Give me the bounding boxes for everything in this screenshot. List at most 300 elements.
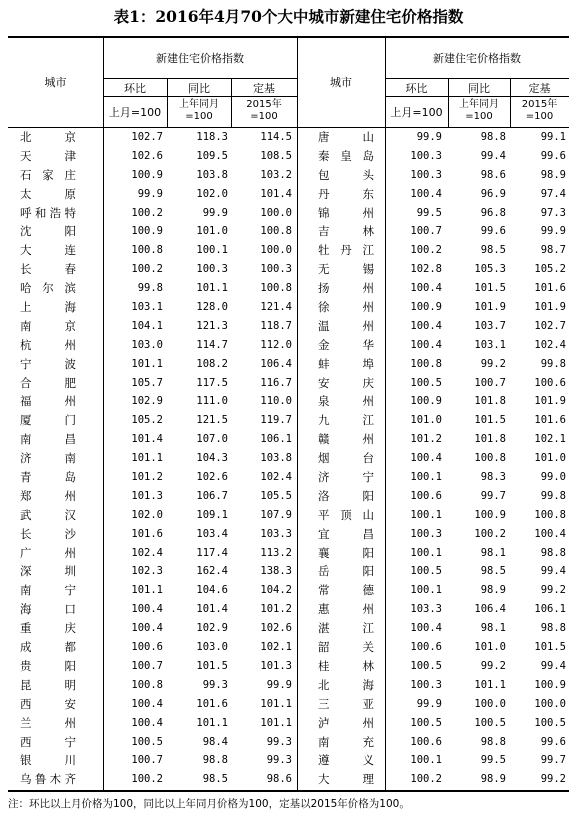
mom-value: 102.8 — [410, 263, 442, 276]
base-value: 114.5 — [260, 131, 292, 143]
yoy-value: 99.9 — [202, 206, 228, 219]
city-name: 无锡 — [318, 262, 374, 277]
mom-value: 100.9 — [410, 301, 442, 314]
mom-value: 102.0 — [131, 508, 163, 521]
mom-value: 101.4 — [131, 433, 163, 446]
mom-value: 100.3 — [410, 527, 442, 540]
table-row — [8, 374, 569, 393]
table-row — [8, 355, 569, 374]
city-name: 襄阳 — [318, 545, 374, 560]
base-value: 112.0 — [260, 338, 292, 351]
mom-value: 101.0 — [410, 414, 442, 427]
yoy-value: 118.3 — [196, 131, 228, 143]
header-group: 新建住宅价格指数 — [433, 52, 521, 65]
header-mom-base: 上月=100 — [108, 106, 162, 119]
header-yoy: 同比 — [188, 82, 210, 95]
yoy-value: 99.3 — [202, 678, 228, 691]
yoy-value: 96.9 — [480, 187, 506, 200]
yoy-value: 101.6 — [196, 697, 228, 710]
table-row — [8, 166, 569, 185]
yoy-value: 104.6 — [196, 584, 228, 597]
base-value: 103.3 — [260, 527, 292, 540]
mom-value: 100.4 — [131, 697, 163, 710]
mom-value: 100.4 — [410, 187, 442, 200]
yoy-value: 109.5 — [196, 149, 228, 162]
yoy-value: 101.0 — [474, 641, 506, 654]
mom-value: 101.1 — [131, 452, 163, 465]
base-value: 101.0 — [534, 452, 566, 465]
base-value: 98.9 — [540, 168, 566, 181]
yoy-value: 121.5 — [196, 414, 228, 427]
table-row — [8, 544, 569, 563]
base-value: 98.7 — [540, 244, 566, 257]
city-name: 泸州 — [318, 715, 374, 730]
yoy-value: 98.5 — [480, 244, 506, 257]
city-name: 杭州 — [20, 337, 76, 352]
yoy-value: 162.4 — [196, 565, 228, 578]
divider-line — [385, 96, 569, 97]
base-value: 101.4 — [260, 187, 292, 200]
header-fixed-base: 2015年=100 — [246, 99, 282, 122]
base-value: 106.1 — [260, 433, 292, 446]
table-row — [8, 449, 569, 468]
base-value: 100.6 — [534, 376, 566, 389]
mom-value: 100.5 — [410, 565, 442, 578]
city-name: 岳阳 — [318, 564, 374, 579]
mom-value: 101.6 — [131, 527, 163, 540]
yoy-value: 108.2 — [196, 357, 228, 370]
yoy-value: 99.7 — [480, 489, 506, 502]
base-value: 116.7 — [260, 376, 292, 389]
table-row — [8, 392, 569, 411]
base-value: 100.5 — [534, 716, 566, 729]
yoy-value: 98.5 — [202, 773, 228, 786]
footnote: 注：环比以上月价格为100，同比以上年同月价格为100，定基以2015年价格为100。 — [8, 798, 410, 810]
mom-value: 100.9 — [131, 168, 163, 181]
city-name: 沈阳 — [20, 224, 76, 239]
yoy-value: 101.4 — [196, 603, 228, 616]
yoy-value: 103.8 — [196, 168, 228, 181]
yoy-value: 121.3 — [196, 319, 228, 332]
city-name: 北京 — [20, 130, 76, 144]
mom-value: 103.3 — [410, 603, 442, 616]
city-name: 济南 — [20, 451, 76, 466]
yoy-value: 100.2 — [474, 527, 506, 540]
base-value: 99.2 — [540, 773, 566, 786]
table-row — [8, 147, 569, 166]
mom-value: 101.1 — [131, 357, 163, 370]
city-name: 湛江 — [318, 621, 374, 636]
city-name: 青岛 — [20, 470, 76, 485]
mom-value: 100.6 — [131, 641, 163, 654]
table-row — [8, 695, 569, 714]
table-body — [8, 128, 569, 789]
yoy-value: 100.3 — [196, 263, 228, 276]
yoy-value: 102.6 — [196, 471, 228, 484]
yoy-value: 98.4 — [202, 735, 228, 748]
yoy-value: 101.9 — [474, 301, 506, 314]
mom-value: 100.3 — [410, 168, 442, 181]
base-value: 100.8 — [260, 282, 292, 295]
base-value: 106.1 — [534, 603, 566, 616]
city-name: 吉林 — [318, 224, 374, 239]
yoy-value: 98.1 — [480, 546, 506, 559]
table-row — [8, 128, 569, 147]
yoy-value: 98.5 — [480, 565, 506, 578]
table-row — [8, 279, 569, 298]
mom-value: 100.4 — [410, 282, 442, 295]
city-name: 上海 — [20, 300, 76, 315]
mom-value: 100.4 — [410, 319, 442, 332]
mom-value: 100.4 — [131, 716, 163, 729]
city-name: 泉州 — [318, 394, 374, 409]
table-row — [8, 204, 569, 223]
divider-line — [385, 78, 569, 79]
yoy-value: 100.5 — [474, 716, 506, 729]
base-value: 108.5 — [260, 149, 292, 162]
base-value: 104.2 — [260, 584, 292, 597]
yoy-value: 99.6 — [480, 225, 506, 238]
yoy-value: 98.9 — [480, 584, 506, 597]
table-row — [8, 751, 569, 770]
mom-value: 100.5 — [410, 659, 442, 672]
base-value: 99.6 — [540, 149, 566, 162]
yoy-value: 103.1 — [474, 338, 506, 351]
mom-value: 105.7 — [131, 376, 163, 389]
base-value: 101.3 — [260, 659, 292, 672]
table-row — [8, 619, 569, 638]
base-value: 138.3 — [260, 565, 292, 578]
base-value: 121.4 — [260, 301, 292, 314]
yoy-value: 101.1 — [196, 282, 228, 295]
mom-value: 100.7 — [131, 754, 163, 767]
mom-value: 99.5 — [416, 206, 442, 219]
page-title: 表1：2016年4月70个大中城市新建住宅价格指数 — [113, 7, 464, 26]
base-value: 101.2 — [260, 603, 292, 616]
city-name: 安庆 — [318, 375, 374, 390]
yoy-value: 103.7 — [474, 319, 506, 332]
city-name: 九江 — [318, 413, 374, 428]
city-name: 遵义 — [318, 753, 374, 768]
base-value: 99.7 — [540, 754, 566, 767]
base-value: 99.2 — [540, 584, 566, 597]
city-name: 秦皇岛 — [318, 148, 374, 163]
table-row — [8, 222, 569, 241]
base-value: 99.8 — [540, 357, 566, 370]
mom-value: 100.4 — [131, 603, 163, 616]
base-value: 106.4 — [260, 357, 292, 370]
city-name: 桂林 — [318, 658, 374, 673]
mom-value: 101.2 — [410, 433, 442, 446]
city-name: 惠州 — [318, 602, 374, 617]
yoy-value: 99.5 — [480, 754, 506, 767]
base-value: 118.7 — [260, 319, 292, 332]
table-row — [8, 468, 569, 487]
table-row — [8, 581, 569, 600]
city-name: 西安 — [20, 696, 76, 711]
city-name: 太原 — [20, 186, 76, 201]
city-name: 唐山 — [318, 130, 374, 144]
base-value: 100.0 — [260, 244, 292, 257]
table-row — [8, 336, 569, 355]
mom-value: 100.1 — [410, 584, 442, 597]
yoy-value: 111.0 — [196, 395, 228, 408]
yoy-value: 103.0 — [196, 641, 228, 654]
yoy-value: 98.8 — [480, 735, 506, 748]
city-name: 南昌 — [20, 432, 76, 447]
yoy-value: 117.5 — [196, 376, 228, 389]
yoy-value: 101.8 — [474, 433, 506, 446]
yoy-value: 104.3 — [196, 452, 228, 465]
header-yoy-base: 上年同月=100 — [459, 99, 499, 122]
base-value: 100.9 — [534, 678, 566, 691]
yoy-value: 100.0 — [474, 697, 506, 710]
base-value: 98.6 — [266, 773, 292, 786]
yoy-value: 100.9 — [474, 508, 506, 521]
mom-value: 100.1 — [410, 508, 442, 521]
yoy-value: 101.5 — [196, 659, 228, 672]
base-value: 102.4 — [260, 471, 292, 484]
header-group: 新建住宅价格指数 — [156, 52, 244, 65]
mom-value: 100.2 — [131, 773, 163, 786]
city-name: 武汉 — [20, 507, 76, 522]
yoy-value: 128.0 — [196, 301, 228, 314]
yoy-value: 100.7 — [474, 376, 506, 389]
city-name: 合肥 — [20, 375, 76, 390]
city-name: 南京 — [20, 318, 76, 333]
table-row — [8, 260, 569, 279]
mom-value: 100.8 — [131, 244, 163, 257]
mom-value: 102.6 — [131, 149, 163, 162]
base-value: 100.4 — [534, 527, 566, 540]
base-value: 101.9 — [534, 301, 566, 314]
yoy-value: 106.4 — [474, 603, 506, 616]
base-value: 101.9 — [534, 395, 566, 408]
mom-value: 101.1 — [131, 584, 163, 597]
mom-value: 100.4 — [131, 622, 163, 635]
base-value: 100.0 — [260, 206, 292, 219]
mom-value: 100.8 — [410, 357, 442, 370]
base-value: 102.1 — [260, 641, 292, 654]
city-name: 呼和浩特 — [20, 205, 76, 220]
yoy-value: 98.8 — [480, 131, 506, 143]
base-value: 101.5 — [534, 641, 566, 654]
mom-value: 100.1 — [410, 754, 442, 767]
city-name: 烟台 — [318, 451, 374, 466]
mom-value: 103.1 — [131, 301, 163, 314]
city-name: 重庆 — [20, 621, 76, 636]
base-value: 99.6 — [540, 735, 566, 748]
table-row — [8, 600, 569, 619]
table-row — [8, 638, 569, 657]
base-value: 99.9 — [266, 678, 292, 691]
header-yoy-base: 上年同月=100 — [179, 99, 219, 122]
header-base: 定基 — [253, 82, 275, 95]
yoy-value: 100.8 — [474, 452, 506, 465]
city-name: 乌鲁木齐 — [20, 772, 76, 787]
mom-value: 102.4 — [131, 546, 163, 559]
city-name: 蚌埠 — [318, 356, 374, 371]
yoy-value: 106.7 — [196, 489, 228, 502]
city-name: 郑州 — [20, 488, 76, 503]
city-name: 贵阳 — [20, 658, 76, 673]
city-name: 天津 — [20, 148, 76, 163]
yoy-value: 98.6 — [480, 168, 506, 181]
mom-value: 100.6 — [410, 641, 442, 654]
mom-value: 100.7 — [131, 659, 163, 672]
mom-value: 100.1 — [410, 471, 442, 484]
base-value: 97.3 — [540, 206, 566, 219]
mom-value: 100.4 — [410, 452, 442, 465]
base-value: 98.8 — [540, 546, 566, 559]
mom-value: 105.2 — [131, 414, 163, 427]
table-row — [8, 430, 569, 449]
city-name: 深圳 — [20, 564, 76, 579]
yoy-value: 101.0 — [196, 225, 228, 238]
mom-value: 99.9 — [416, 697, 442, 710]
city-name: 扬州 — [318, 281, 374, 296]
base-value: 103.8 — [260, 452, 292, 465]
mom-value: 100.5 — [410, 716, 442, 729]
city-name: 牡丹江 — [318, 243, 374, 258]
table-row — [8, 411, 569, 430]
table-row — [8, 676, 569, 695]
mom-value: 100.1 — [410, 546, 442, 559]
price-index-table — [8, 36, 569, 792]
table-row — [8, 185, 569, 204]
city-name: 宜昌 — [318, 526, 374, 541]
mom-value: 100.5 — [410, 376, 442, 389]
mom-value: 100.2 — [131, 206, 163, 219]
header-city: 城市 — [44, 76, 67, 89]
yoy-value: 101.5 — [474, 282, 506, 295]
mom-value: 100.4 — [410, 338, 442, 351]
city-name: 锦州 — [318, 205, 374, 220]
base-value: 100.3 — [260, 263, 292, 276]
mom-value: 100.4 — [410, 622, 442, 635]
mom-value: 100.3 — [410, 678, 442, 691]
city-name: 平顶山 — [318, 507, 374, 522]
city-name: 金华 — [318, 337, 374, 352]
base-value: 100.8 — [534, 508, 566, 521]
city-name: 南充 — [318, 734, 374, 749]
city-name: 成都 — [20, 640, 76, 655]
table-row — [8, 733, 569, 752]
base-value: 110.0 — [260, 395, 292, 408]
yoy-value: 99.4 — [480, 149, 506, 162]
header-base: 定基 — [528, 82, 551, 95]
yoy-value: 103.4 — [196, 527, 228, 540]
base-value: 99.4 — [540, 659, 566, 672]
base-value: 99.4 — [540, 565, 566, 578]
yoy-value: 98.8 — [202, 754, 228, 767]
city-name: 常德 — [318, 583, 374, 598]
yoy-value: 107.0 — [196, 433, 228, 446]
city-name: 三亚 — [318, 696, 374, 711]
yoy-value: 117.4 — [196, 546, 228, 559]
city-name: 温州 — [318, 318, 374, 333]
base-value: 107.9 — [260, 508, 292, 521]
mom-value: 101.2 — [131, 471, 163, 484]
mom-value: 100.8 — [131, 678, 163, 691]
mom-value: 103.0 — [131, 338, 163, 351]
mom-value: 99.8 — [137, 282, 163, 295]
yoy-value: 99.2 — [480, 659, 506, 672]
city-name: 韶关 — [318, 640, 374, 655]
mom-value: 100.6 — [410, 489, 442, 502]
base-value: 103.2 — [260, 168, 292, 181]
mom-value: 99.9 — [416, 131, 442, 143]
mom-value: 101.3 — [131, 489, 163, 502]
base-value: 102.6 — [260, 622, 292, 635]
base-value: 99.3 — [266, 754, 292, 767]
yoy-value: 98.9 — [480, 773, 506, 786]
yoy-value: 96.8 — [480, 206, 506, 219]
yoy-value: 101.1 — [474, 678, 506, 691]
table-row — [8, 317, 569, 336]
base-value: 101.6 — [534, 414, 566, 427]
city-name: 哈尔滨 — [20, 281, 76, 296]
table-row — [8, 525, 569, 544]
city-name: 洛阳 — [318, 488, 374, 503]
table-row — [8, 562, 569, 581]
base-value: 101.1 — [260, 697, 292, 710]
base-value: 99.0 — [540, 471, 566, 484]
mom-value: 100.2 — [131, 263, 163, 276]
base-value: 113.2 — [260, 546, 292, 559]
base-value: 99.1 — [540, 131, 566, 143]
header-mom: 环比 — [405, 82, 428, 95]
header-mom-base: 上月=100 — [390, 106, 443, 119]
base-value: 101.1 — [260, 716, 292, 729]
city-name: 大理 — [318, 772, 374, 787]
city-name: 海口 — [20, 602, 76, 617]
header-city: 城市 — [330, 76, 352, 89]
mom-value: 100.9 — [410, 395, 442, 408]
base-value: 99.8 — [540, 489, 566, 502]
mom-value: 100.7 — [410, 225, 442, 238]
city-name: 银川 — [20, 753, 76, 768]
base-value: 98.8 — [540, 622, 566, 635]
header-fixed-base: 2015年=100 — [521, 99, 558, 122]
base-value: 100.0 — [534, 697, 566, 710]
base-value: 119.7 — [260, 414, 292, 427]
table-row — [8, 241, 569, 260]
header-yoy: 同比 — [468, 82, 490, 95]
base-value: 99.9 — [540, 225, 566, 238]
table-row — [8, 770, 569, 789]
base-value: 102.4 — [534, 338, 566, 351]
city-name: 厦门 — [20, 413, 76, 428]
city-name: 长沙 — [20, 526, 76, 541]
table-row — [8, 714, 569, 733]
yoy-value: 101.5 — [474, 414, 506, 427]
city-name: 石家庄 — [20, 167, 76, 182]
yoy-value: 109.1 — [196, 508, 228, 521]
yoy-value: 99.2 — [480, 357, 506, 370]
mom-value: 102.7 — [131, 131, 163, 143]
yoy-value: 101.8 — [474, 395, 506, 408]
mom-value: 99.9 — [137, 187, 163, 200]
base-value: 100.8 — [260, 225, 292, 238]
mom-value: 100.5 — [131, 735, 163, 748]
mom-value: 100.2 — [410, 244, 442, 257]
city-name: 南宁 — [20, 583, 76, 598]
yoy-value: 98.3 — [480, 471, 506, 484]
yoy-value: 98.1 — [480, 622, 506, 635]
base-value: 102.1 — [534, 433, 566, 446]
base-value: 105.5 — [260, 489, 292, 502]
